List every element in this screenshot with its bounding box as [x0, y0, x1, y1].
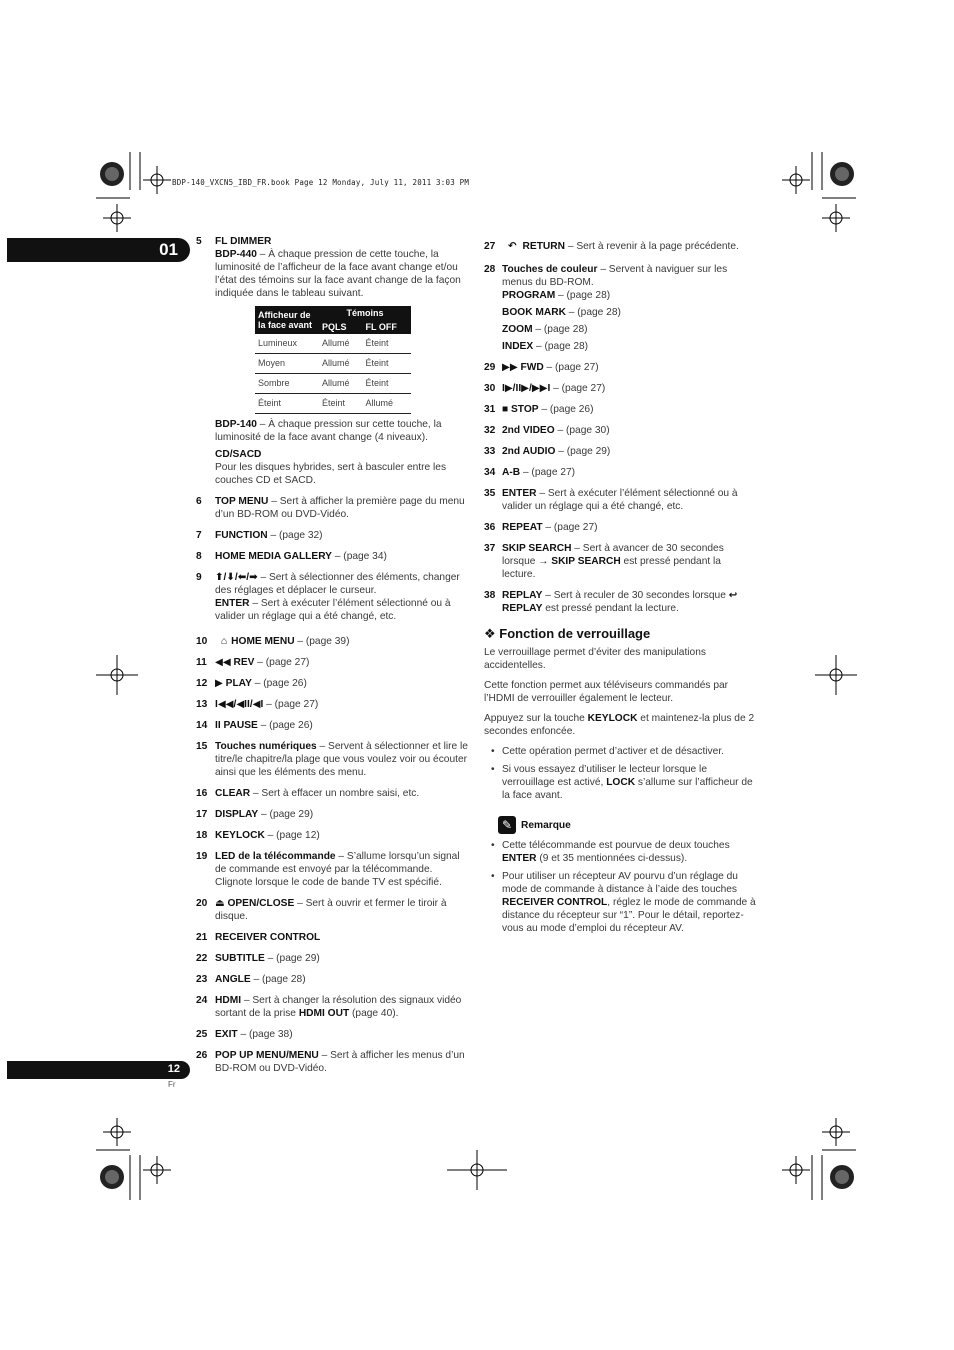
list-item: 25 EXIT – (page 38) — [196, 1029, 293, 1040]
list-item: 7 FUNCTION – (page 32) — [196, 530, 323, 541]
return-icon: ↶ — [508, 241, 517, 252]
home-icon: ⌂ — [221, 636, 228, 647]
paragraph: Cette fonction permet aux téléviseurs commandés par l’HDMI de verrouiller également le lecteur. — [484, 680, 729, 704]
paragraph: Le verrouillage permet d’éviter des manipulations accidentelles. — [484, 647, 706, 671]
section-heading: ❖ Fonction de verrouillage — [484, 626, 651, 641]
list-item: 8 HOME MEDIA GALLERY – (page 34) — [196, 551, 387, 562]
list-item: 16 CLEAR – Sert à effacer un nombre saisi, etc. — [196, 788, 420, 799]
list-item: 15 Touches numériques – Servent à sélectionner et lire le titre/le chapitre/la plage que vous voulez voir ou écouter ainsi que les éléments des menu. — [196, 741, 468, 778]
list-item: 9 ⬆/⬇/⬅/➡ – Sert à sélectionner des éléments, changer des réglages et déplacer le curseur. ENTER – Sert à exécuter l’élément sélectionné ou à valider un réglage qui a été changé, etc. — [196, 572, 460, 622]
table-header: Afficheur de la face avant — [255, 306, 319, 334]
list-item: 33 2nd AUDIO – (page 29) — [484, 446, 611, 457]
chapter-tab — [7, 238, 190, 262]
right-column — [484, 240, 756, 941]
arrow-keys-icon: ⬆/⬇/⬅/➡ — [215, 572, 258, 583]
list-item: 22 SUBTITLE – (page 29) — [196, 953, 320, 964]
list-item: 32 2nd VIDEO – (page 30) — [484, 425, 610, 436]
list-item: 35 ENTER – Sert à exécuter l’élément sélectionné ou à valider un réglage qui a été changé, etc. — [484, 488, 738, 512]
list-item: 28 Touches de couleur – Servent à naviguer sur les menus du BD-ROM. PROGRAM – (page 28) BOOK MARK – (page 28) ZOOM – (page 28) INDEX – (page 28) — [484, 264, 728, 352]
table-row: Moyen Allumé Éteint — [255, 354, 411, 374]
list-item: 38 REPLAY – Sert à reculer de 30 secondes lorsque ↩ REPLAY est pressé pendant la lecture. — [484, 590, 738, 614]
list-item: • Si vous essayez d’utiliser le lecteur lorsque le verrouillage est activé, LOCK s’allume sur l’afficheur de la face avant. — [484, 763, 756, 802]
list-item: 34 A-B – (page 27) — [484, 467, 576, 478]
list-item: 30 I▶/II▶/▶▶I – (page 27) — [484, 383, 606, 394]
list-item: • Cette opération permet d’activer et de désactiver. — [484, 745, 756, 758]
list-item: 31 ■ STOP – (page 26) — [484, 404, 594, 415]
note-list — [484, 839, 756, 935]
list-item: 13 I◀◀/◀II/◀I – (page 27) — [196, 699, 319, 710]
list-item: 10 ⌂ HOME MENU – (page 39) — [196, 636, 350, 647]
table-row: Sombre Allumé Éteint — [255, 374, 411, 394]
dimmer-table — [255, 306, 411, 414]
left-column — [196, 235, 472, 1083]
table-row: Éteint Éteint Allumé — [255, 394, 411, 414]
note-pencil-icon: ✎ — [498, 816, 516, 834]
list-item: 24 HDMI – Sert à changer la résolution des signaux vidéo sortant de la prise HDMI OUT (page 40). — [196, 995, 462, 1019]
page-tab — [7, 1061, 190, 1079]
table-header: PQLS — [319, 320, 363, 334]
print-header: BDP-140_VXCN5_IBD_FR.book Page 12 Monday, July 11, 2011 3:03 PM — [172, 178, 470, 187]
list-item: 36 REPEAT – (page 27) — [484, 522, 598, 533]
language-code: Fr — [168, 1080, 176, 1089]
list-item: 12 ▶ PLAY – (page 26) — [196, 678, 307, 689]
chapter-number: 01 — [159, 240, 178, 259]
list-item: • Pour utiliser un récepteur AV pourvu d’un réglage du mode de commande à distance à l’aide des touches RECEIVER CONTROL, réglez le mode de commande à distance du récepteur sur “1”. Pour le détail, reportez-vous au mode d’emploi du récepteur AV. — [484, 870, 756, 935]
table-row: Lumineux Allumé Éteint — [255, 334, 411, 354]
table-header: Témoins — [319, 306, 411, 320]
item-title: FL DIMMER — [215, 236, 272, 247]
paragraph: Appuyez sur la touche KEYLOCK et maintenez-la plus de 2 secondes enfoncée. — [484, 713, 755, 737]
list-item: 6 TOP MENU – Sert à afficher la première page du menu d’un BD-ROM ou DVD-Vidéo. — [196, 496, 465, 520]
list-item: 19 LED de la télécommande – S’allume lorsqu’un signal de commande est envoyé par la télécommande. Clignote lorsque le code de bande TV est spécifié. — [196, 851, 460, 888]
list-item: 29 ▶▶ FWD – (page 27) — [484, 362, 599, 373]
list-item: 21 RECEIVER CONTROL — [196, 932, 321, 943]
list-item: • Cette télécommande est pourvue de deux touches ENTER (9 et 35 mentionnées ci-dessus). — [484, 839, 756, 865]
bullet-list — [484, 745, 756, 802]
list-item: 23 ANGLE – (page 28) — [196, 974, 306, 985]
list-item: 26 POP UP MENU/MENU – Sert à afficher les menus d’un BD-ROM ou DVD-Vidéo. — [196, 1050, 465, 1074]
list-item: 27 ↶ RETURN – Sert à revenir à la page précédente. — [484, 241, 739, 252]
note-heading: ✎ Remarque — [498, 816, 756, 834]
list-item: 37 SKIP SEARCH – Sert à avancer de 30 secondes lorsque → SKIP SEARCH est pressé pendant la lecture. — [484, 543, 724, 580]
page-number: 12 — [167, 1063, 180, 1075]
list-item: 20 ⏏ OPEN/CLOSE – Sert à ouvrir et fermer le tiroir à disque. — [196, 898, 447, 922]
list-item: 18 KEYLOCK – (page 12) — [196, 830, 320, 841]
list-item: 17 DISPLAY – (page 29) — [196, 809, 314, 820]
table-header: FL OFF — [363, 320, 412, 334]
list-item: 14 II PAUSE – (page 26) — [196, 720, 313, 731]
list-item: 5 FL DIMMER BDP-440 – À chaque pression de cette touche, la luminosité de l’afficheur de la face avant change et/ou l’état des témoins sur la face avant change de la façon indiquée dans le tableau suivant. Afficheur de la face avant Témoins PQLS FL OFF Lumineux Allumé Éteint Moyen Allumé Éteint Sombre Allumé Éteint Éteint Éteint Allumé BDP-140 – À chaque pression sur cette touche, la luminosité de la face avant change (4 niveaux). CD/SACD Pour les disques hybrides, sert à basculer entre les couches CD et SACD. — [196, 235, 472, 487]
list-item: 11 ◀◀ REV – (page 27) — [196, 657, 310, 668]
